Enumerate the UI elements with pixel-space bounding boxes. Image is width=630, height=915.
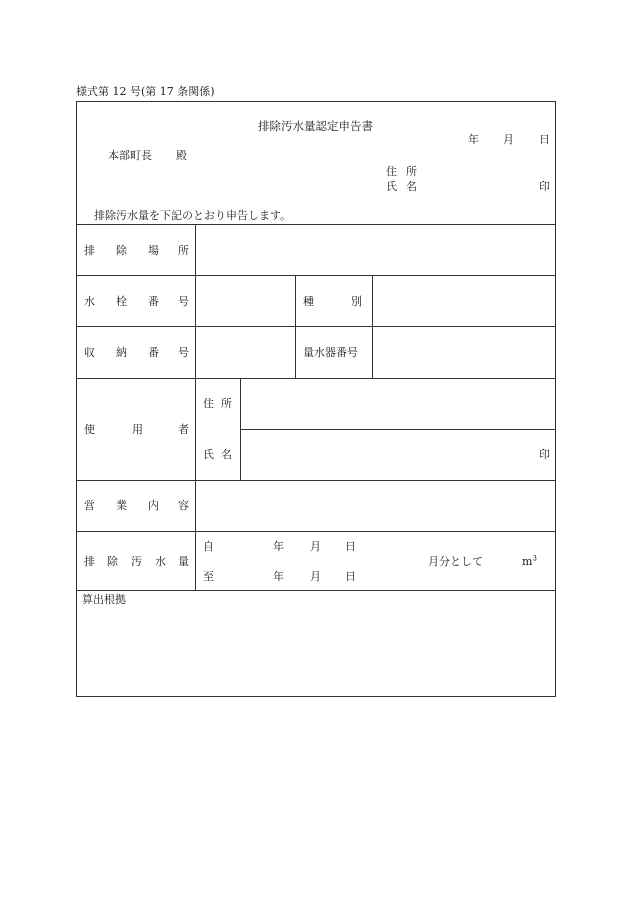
form-reference: 様式第 12 号(第 17 条関係) [76, 85, 215, 98]
mid-column-divider-2 [372, 275, 373, 378]
applicant-address-label-2: 所 [406, 165, 417, 178]
to-day-label: 日 [345, 570, 356, 583]
hydrant-number-label-3: 番 [148, 295, 159, 308]
from-day-label: 日 [345, 540, 356, 553]
user-name-label-2: 名 [221, 448, 232, 461]
discharge-place-label-3: 場 [148, 244, 159, 257]
discharge-volume-label-5: 量 [178, 555, 189, 568]
date-year-label: 年 [468, 133, 479, 146]
rule-4 [76, 378, 556, 379]
from-year-label: 年 [273, 540, 284, 553]
rule-5 [76, 480, 556, 481]
user-sublabel-divider [240, 378, 241, 480]
applicant-name-label-2: 名 [406, 180, 417, 193]
rule-7 [76, 590, 556, 591]
hydrant-number-label-4: 号 [178, 295, 189, 308]
business-label-2: 業 [116, 499, 127, 512]
user-label-3: 者 [178, 423, 189, 436]
type-label-2: 別 [351, 295, 362, 308]
hydrant-number-label-1: 水 [84, 295, 95, 308]
hydrant-number-label-2: 栓 [116, 295, 127, 308]
mid-column-divider [295, 275, 296, 378]
business-label-4: 容 [178, 499, 189, 512]
honorific: 殿 [176, 149, 187, 162]
meter-number-label: 量水器番号 [303, 346, 358, 359]
to-month-label: 月 [310, 570, 321, 583]
storage-number-label-1: 収 [84, 346, 95, 359]
discharge-volume-label-1: 排 [84, 555, 95, 568]
rule-user-split [240, 429, 556, 430]
form-title: 排除汚水量認定申告書 [258, 119, 373, 133]
user-address-label-1: 住 [203, 397, 214, 410]
storage-number-label-3: 番 [148, 346, 159, 359]
intro-text: 排除汚水量を下記のとおり申告します。 [94, 209, 292, 222]
date-day-label: 日 [539, 133, 550, 146]
storage-number-label-2: 納 [116, 346, 127, 359]
calc-basis-label: 算出根拠 [82, 593, 126, 606]
discharge-place-label-1: 排 [84, 244, 95, 257]
business-label-1: 営 [84, 499, 95, 512]
per-month-text: 月分として [428, 555, 483, 568]
addressee: 本部町長 [108, 149, 152, 162]
discharge-place-label-4: 所 [178, 244, 189, 257]
form-frame [76, 101, 556, 697]
from-month-label: 月 [310, 540, 321, 553]
volume-unit-exponent: 3 [532, 554, 537, 563]
rule-1 [76, 224, 556, 225]
date-month-label: 月 [503, 133, 514, 146]
discharge-volume-label-3: 汚 [131, 555, 142, 568]
to-year-label: 年 [273, 570, 284, 583]
period-to-label: 至 [203, 570, 214, 583]
storage-number-label-4: 号 [178, 346, 189, 359]
volume-unit [522, 556, 537, 567]
type-label-1: 種 [303, 295, 314, 308]
rule-2 [76, 275, 556, 276]
applicant-address-label-1: 住 [386, 165, 397, 178]
user-seal-mark: 印 [539, 448, 550, 461]
user-label-2: 用 [132, 423, 143, 436]
user-label-1: 使 [84, 423, 95, 436]
user-name-label-1: 氏 [203, 448, 214, 461]
volume-unit-base: m [522, 555, 533, 568]
period-from-label: 自 [203, 540, 214, 553]
applicant-seal-mark: 印 [539, 180, 550, 193]
applicant-name-label-1: 氏 [386, 180, 397, 193]
discharge-place-label-2: 除 [116, 244, 127, 257]
discharge-volume-label-4: 水 [155, 555, 166, 568]
rule-6 [76, 531, 556, 532]
discharge-volume-label-2: 除 [107, 555, 118, 568]
user-address-label-2: 所 [221, 397, 232, 410]
label-column-divider [195, 224, 196, 590]
rule-3 [76, 326, 556, 327]
business-label-3: 内 [148, 499, 159, 512]
